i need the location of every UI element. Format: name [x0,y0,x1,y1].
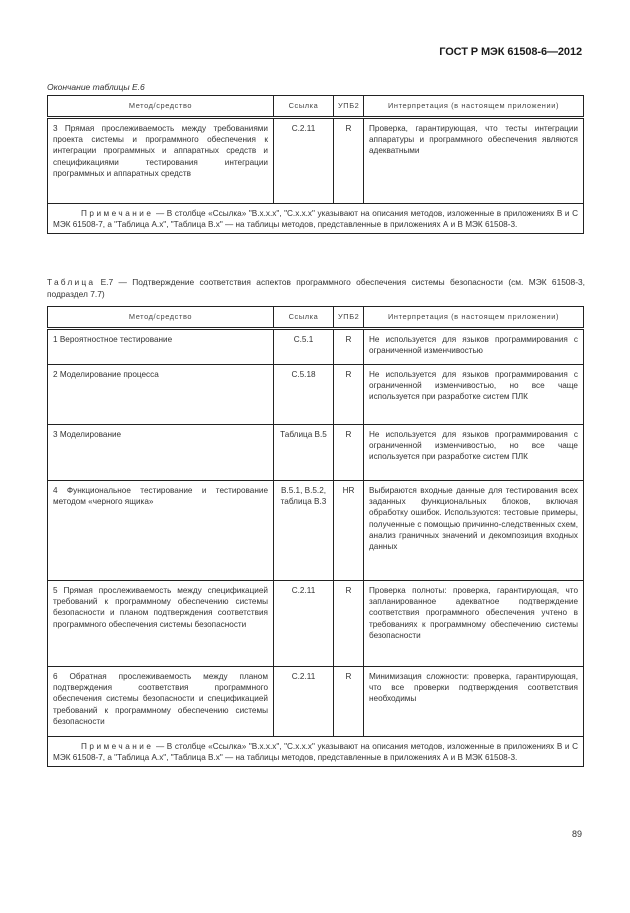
table-row [48,667,584,737]
cell-ref: В.5.1, В.5.2, таблица В.3 [274,481,334,581]
column-header-upb: УПБ2 [334,96,364,118]
column-header-upb: УПБ2 [334,307,364,329]
table-continuation-caption: Окончание таблицы Е.6 [47,82,145,92]
cell-upb: R [334,581,364,667]
table-note-row [48,737,584,767]
cell-upb: HR [334,481,364,581]
cell-upb: R [334,667,364,737]
cell-interpretation: Проверка, гарантирующая, что тесты интеграции аппаратуры и программного обеспечения являются адекватными [364,118,584,204]
table-row [48,118,584,204]
table-note-row [48,204,584,234]
cell-interpretation: Выбираются входные данные для тестирования всех заданных функциональных блоков, включая обработку ошибок. Используются: тестовые примеры, полученные с помощью причинно-следственных схем, анализ граничных значений и декомпозиция входных данных [364,481,584,581]
column-header-method: Метод/средство [48,307,274,329]
cell-interpretation: Не используется для языков программирования с ограниченной изменчивостью [364,329,584,365]
cell-interpretation: Не используется для языков программирования с ограниченной изменчивостью, но все чаще используется при разработке систем ПЛК [364,365,584,425]
cell-ref: С.5.18 [274,365,334,425]
column-header-ref: Ссылка [274,96,334,118]
table-title [47,277,585,300]
cell-ref: С.5.1 [274,329,334,365]
table-row [48,365,584,425]
cell-method: 2 Моделирование процесса [48,365,274,425]
note-label: Примечание [81,209,154,218]
cell-method: 4 Функциональное тестирование и тестирование методом «черного ящика» [48,481,274,581]
note-label: Примечание [81,742,154,751]
table-note [48,204,584,234]
cell-method: 1 Вероятностное тестирование [48,329,274,365]
table-header-row [48,307,584,329]
cell-upb: R [334,365,364,425]
cell-ref: Таблица В.5 [274,425,334,481]
table-row [48,481,584,581]
table-row [48,425,584,481]
cell-interpretation: Минимизация сложности: проверка, гарантирующая, что все проверки подтверждения соответствия необходимы [364,667,584,737]
table-e7 [47,306,584,767]
note-text: — В столбце «Ссылка» "В.х.х.х", "С.х.х.х" указывают на описания методов, изложенные в приложениях В и С МЭК 61508-7, а "Таблица А.х", "Таблица В.х" — на таблицы методов, представленные в приложениях А и В МЭК 61508-3. [53,209,578,230]
table-title-label: Таблица [47,277,96,287]
column-header-method: Метод/средство [48,96,274,118]
table-header-row [48,96,584,118]
table-row [48,581,584,667]
cell-method: 6 Обратная прослеживаемость между планом подтверждения соответствия программного обеспечения системы безопасности и спецификацией требований к программному обеспечению системы безопасности [48,667,274,737]
page-number: 89 [571,829,582,839]
table-row [48,329,584,365]
cell-upb: R [334,329,364,365]
cell-upb: R [334,425,364,481]
column-header-interpretation: Интерпретация (в настоящем приложении) [364,96,584,118]
table-title-text: Е.7 — Подтверждение соответствия аспектов программного обеспечения системы безопасности (см. МЭК 61508-3, подраздел 7.7) [47,277,585,299]
column-header-ref: Ссылка [274,307,334,329]
cell-method: 5 Прямая прослеживаемость между спецификацией требований к программному обеспечению системы безопасности и планом подтверждения соответствия программного обеспечения системы безопасности [48,581,274,667]
note-text: — В столбце «Ссылка» "В.х.х.х", "С.х.х.х" указывают на описания методов, изложенные в приложениях В и С МЭК 61508-7, а "Таблица А.х", "Таблица В.х" — на таблицы методов, представленные в приложениях А и В МЭК 61508-3. [53,742,578,763]
cell-method: 3 Моделирование [48,425,274,481]
cell-interpretation: Не используется для языков программирования с ограниченной изменчивостью, но все чаще используется при разработке систем ПЛК [364,425,584,481]
cell-upb: R [334,118,364,204]
cell-method: 3 Прямая прослеживаемость между требованиями проекта системы и программного обеспечения к интеграции программных и аппаратных средств и спецификациями тестирования интеграции программных и аппаратных средств [48,118,274,204]
cell-ref: С.2.11 [274,581,334,667]
cell-interpretation: Проверка полноты: проверка, гарантирующая, что запланированное адекватное подтверждение соответствия программного обеспечения учтено в требованиях к программному обеспечению системы безопасности [364,581,584,667]
column-header-interpretation: Интерпретация (в настоящем приложении) [364,307,584,329]
table-note [48,737,584,767]
cell-ref: С.2.11 [274,118,334,204]
standard-designation: ГОСТ Р МЭК 61508-6—2012 [439,46,582,58]
table-e6 [47,95,584,234]
cell-ref: С.2.11 [274,667,334,737]
